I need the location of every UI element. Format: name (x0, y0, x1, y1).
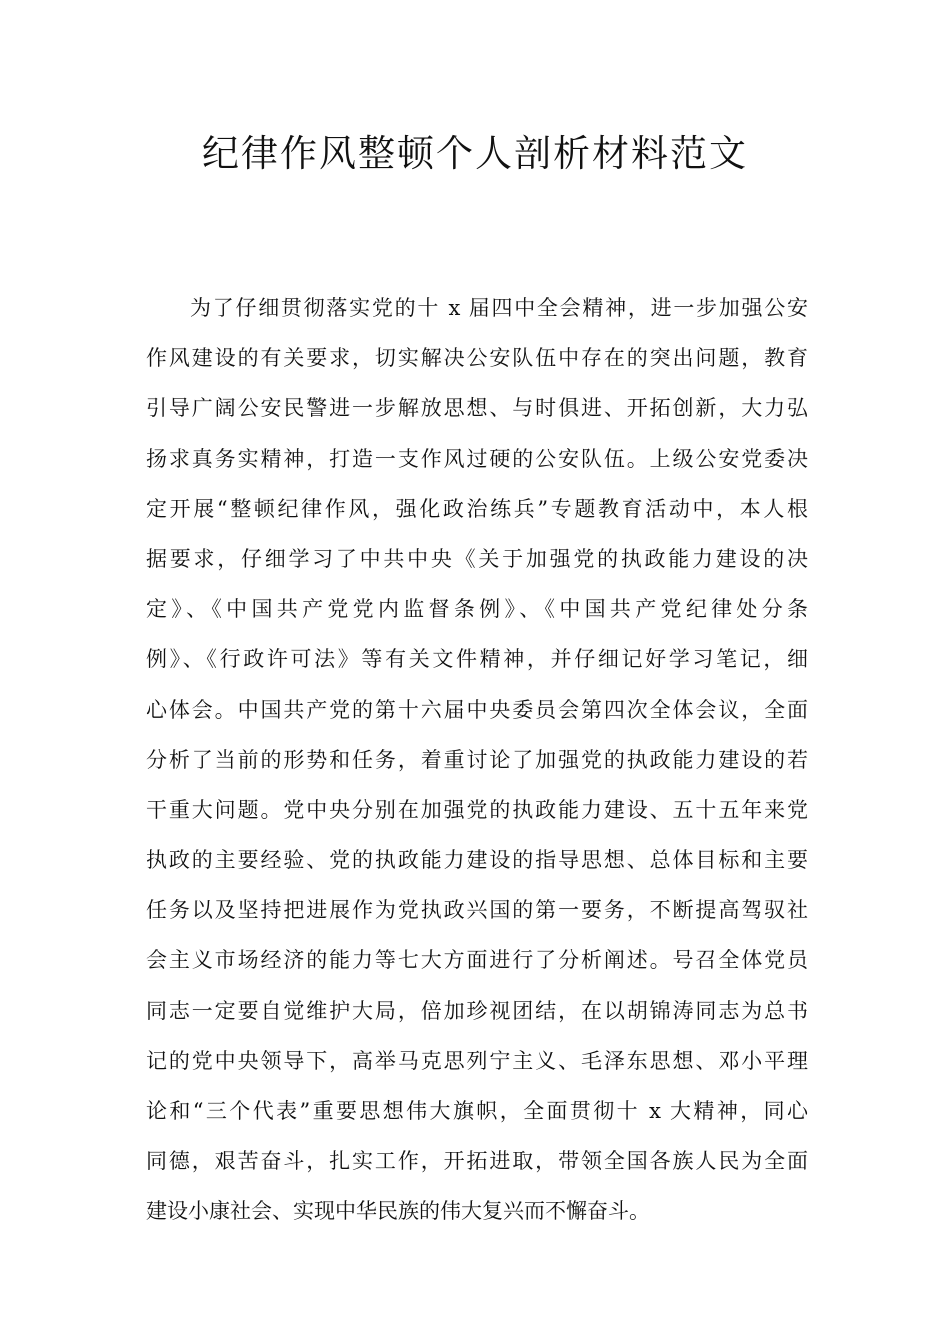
paragraph-line: 引导广阔公安民警进一步解放思想、与时俱进、开拓创新，大力弘 (146, 396, 808, 421)
paragraph-line: 任务以及坚持把进展作为党执政兴国的第一要务，不断提高驾驭社 (146, 898, 808, 923)
paragraph-line: 例》、《行政许可法》等有关文件精神，并仔细记好学习笔记，细 (146, 647, 808, 672)
document-title: 纪律作风整顿个人剖析材料范文 (202, 132, 748, 175)
body-paragraph (146, 283, 808, 1237)
paragraph-line: 同志一定要自觉维护大局，倍加珍视团结，在以胡锦涛同志为总书 (146, 998, 808, 1023)
paragraph-line: 心体会。中国共产党的第十六届中央委员会第四次全体会议，全面 (146, 697, 808, 722)
paragraph-line: 定》、《中国共产党党内监督条例》、《中国共产党纪律处分条 (146, 597, 808, 622)
paragraph-line: 干重大问题。党中央分别在加强党的执政能力建设、五十五年来党 (146, 797, 808, 822)
paragraph-line: 作风建设的有关要求，切实解决公安队伍中存在的突出问题，教育 (146, 346, 808, 371)
paragraph-line: 会主义市场经济的能力等七大方面进行了分析阐述。号召全体党员 (146, 948, 808, 973)
paragraph-line: 论和“三个代表”重要思想伟大旗帜，全面贯彻十 x 大精神，同心 (146, 1099, 808, 1123)
paragraph-line: 据要求，仔细学习了中共中央《关于加强党的执政能力建设的决 (146, 546, 808, 571)
paragraph-line: 定开展“整顿纪律作风，强化政治练兵”专题教育活动中，本人根 (146, 496, 808, 521)
paragraph-line: 执政的主要经验、党的执政能力建设的指导思想、总体目标和主要 (146, 848, 808, 873)
paragraph-line: 分析了当前的形势和任务，着重讨论了加强党的执政能力建设的若 (146, 747, 808, 772)
paragraph-line: 建设小康社会、实现中华民族的伟大复兴而不懈奋斗。 (146, 1199, 650, 1224)
paragraph-line: 为了仔细贯彻落实党的十 x 届四中全会精神，进一步加强公安 (190, 296, 808, 320)
paragraph-line: 记的党中央领导下，高举马克思列宁主义、毛泽东思想、邓小平理 (146, 1048, 808, 1073)
paragraph-line: 扬求真务实精神，打造一支作风过硬的公安队伍。上级公安党委决 (146, 446, 808, 471)
paragraph-line: 同德，艰苦奋斗，扎实工作，开拓进取，带领全国各族人民为全面 (146, 1149, 808, 1174)
